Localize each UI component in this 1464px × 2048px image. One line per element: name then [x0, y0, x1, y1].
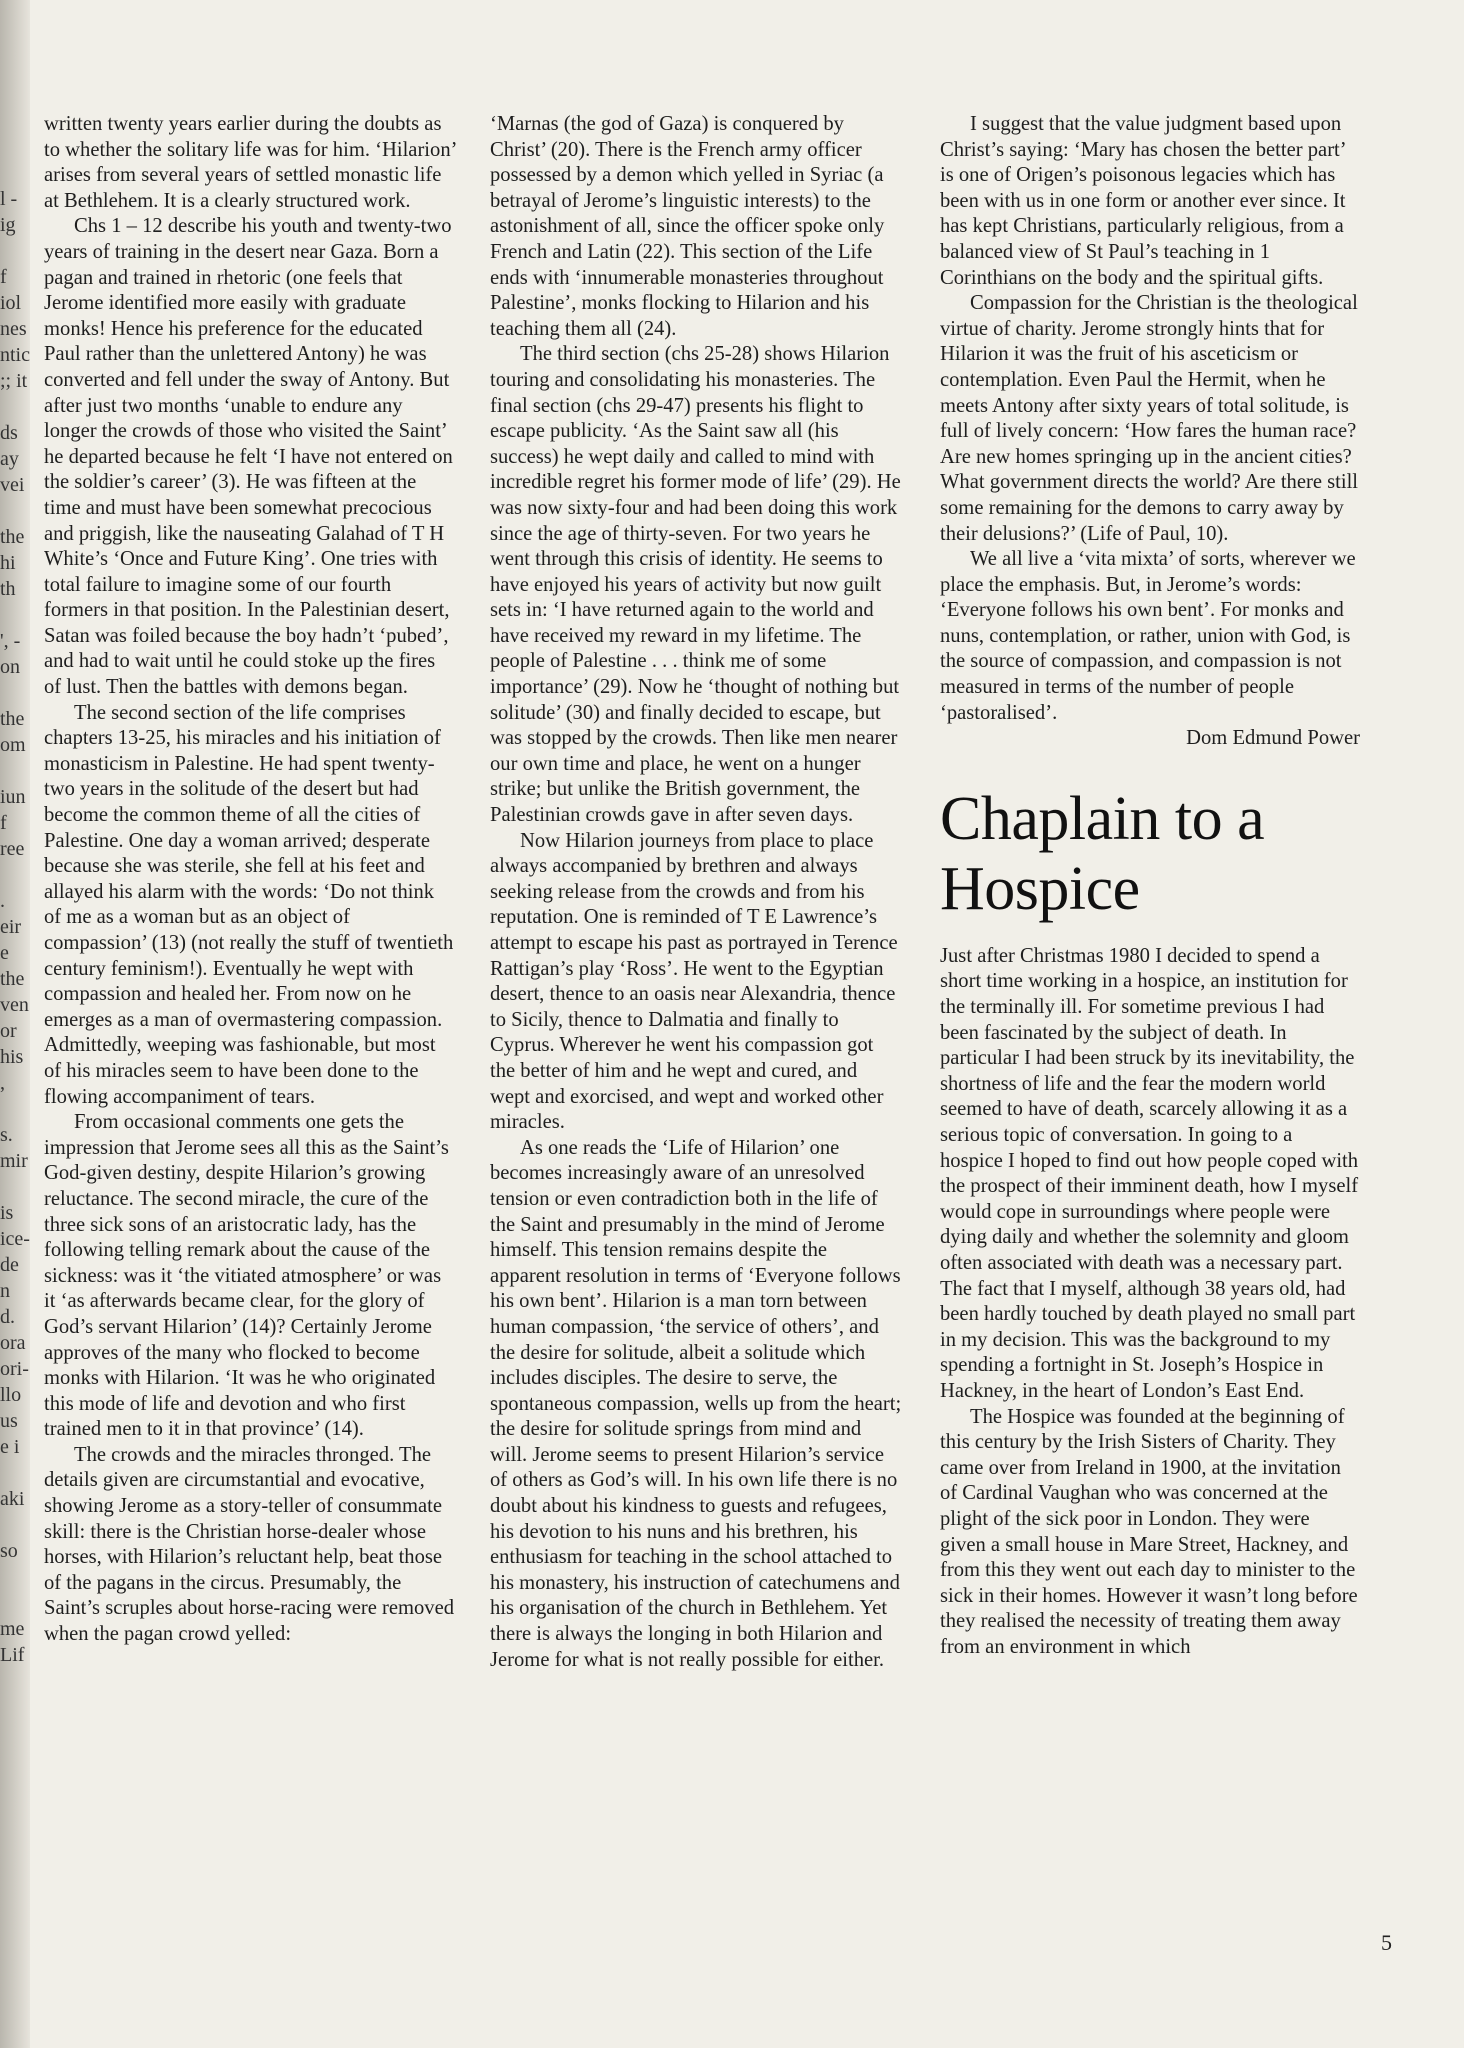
paragraph: The third section (chs 25-28) shows Hilarion touring and consolidating his monasteries. The final section (chs 29-47) presents his flight to escape publicity. ‘As the Saint saw all (his success) he wept daily and called to mind with incredible regret his former mode of life’ (29). He was now sixty-four and had been doing this work since the age of thirty-seven. For two years he went through this crisis of identity. He seems to have enjoyed his years of activity but now guilt sets in: ‘I have returned again to the world and have received my reward in my lifetime. The people of Palestine . . . think me of some importance’ (29). Now he ‘thought of nothing but solitude’ (30) and finally decided to escape, but was stopped by the crowds. Then like men nearer our own time and place, he went on a hunger strike; but unlike the British government, the Palestinian crowds gave in after seven days. [490, 343, 901, 827]
page-number: 5 [1381, 1930, 1392, 1955]
paragraph: We all live a ‘vita mixta’ of sorts, wherever we place the emphasis. But, in Jerome’s words: ‘Everyone follows his own bent’. For monks and nuns, contemplation, or rather, union with God, is the source of compassion, and compassion is not measured in terms of the number of people ‘pastoralised’. [940, 548, 1356, 724]
paragraph: I suggest that the value judgment based upon Christ’s saying: ‘Mary has chosen the better part’ is one of Origen’s poisonous legacies which has been with us in one form or another ever since. It has kept Christians, particularly religious, from a balanced view of St Paul’s teaching in 1 Corinthians on the body and the spiritual gifts. [940, 113, 1346, 289]
paragraph: The Hospice was founded at the beginning of this century by the Irish Sisters of Charity. They came over from Ireland in 1900, at the invitation of Cardinal Vaughan who was concerned at the plight of the sick poor in London. They were given a small house in Mare Street, Hackney, and from this they went out each day to minister to the sick in their homes. However it wasn’t long before they realised the necessity of treating them away from an environment in which [940, 1405, 1358, 1658]
column-3 [940, 112, 1360, 1660]
paragraph: As one reads the ‘Life of Hilarion’ one becomes increasingly aware of an unresolved tension or even contradiction both in the life of the Saint and presumably in the mind of Jerome himself. This tension remains despite the apparent resolution in terms of ‘Everyone follows his own bent’. Hilarion is a man torn between human compassion, ‘the service of others’, and the desire for solitude, albeit a solitude which includes disciples. The desire to serve, the spontaneous compassion, wells up from the heart; the desire for solitude springs from mind and will. Jerome seems to present Hilarion’s service of others as God’s will. In his own life there is no doubt about his kindness to guests and refugees, his devotion to his nuns and his brethren, his enthusiasm for teaching in the school attached to his monastery, his instruction of catechumens and his organisation of the church in Bethlehem. Yet there is always the longing in both Hilarion and Jerome for what is not really possible for either. [490, 1136, 902, 1671]
paragraph: Compassion for the Christian is the theological virtue of charity. Jerome strongly hints that for Hilarion it was the fruit of his asceticism or contemplation. Even Paul the Hermit, when he meets Antony after sixty years of total solitude, is full of lively concern: ‘How fares the human race? Are new homes springing up in the ancient cities? What government directs the world? Are there still some remaining for the demons to carry away by their delusions?’ (Life of Paul, 10). [940, 292, 1359, 545]
author-signature: Dom Edmund Power [1186, 727, 1360, 750]
column-1 [44, 112, 456, 1648]
paragraph: The second section of the life comprises chapters 13-25, his miracles and his initiation of monasticism in Palestine. He had spent twenty-two years in the solitude of the desert but had become the common theme of all the cities of Palestine. One day a woman arrived; desperate because she was sterile, she fell at his feet and allayed his alarm with the words: ‘Do not think of me as a woman but as an object of compassion’ (13) (not really the stuff of twentieth century feminism!). Eventually he wept with compassion and healed her. From now on he emerges as a man of overmastering compassion. Admittedly, weeping was fashionable, but most of his miracles seem to have been done to the flowing accompaniment of tears. [44, 701, 454, 1108]
paragraph: Now Hilarion journeys from place to place always accompanied by brethren and always seeking release from the crowds and from his reputation. One is reminded of T E Lawrence’s attempt to escape his past as portrayed in Terence Rattigan’s play ‘Ross’. He went to the Egyptian desert, thence to an oasis near Alexandria, thence to Sicily, thence to Dalmatia and finally to Cyprus. Wherever he went his compassion got the better of him and he wept and cured, and wept and exorcised, and wept and worked other miracles. [490, 829, 898, 1134]
paragraph: From occasional comments one gets the impression that Jerome sees all this as the Saint’s God-given destiny, despite Hilarion’s growing reluctance. The second miracle, the cure of the three sick sons of an aristocratic lady, has the following telling remark about the cause of the sickness: was it ‘the vitiated atmosphere’ or was it ‘as afterwards became clear, for the glory of God’s servant Hilarion’ (14)? Certainly Jerome approves of the many who flocked to become monks with Hilarion. ‘It was he who originated this mode of life and devotion and who first trained men to it in that province’ (14). [44, 1111, 449, 1441]
paragraph: The crowds and the miracles thronged. The details given are circumstantial and evocative, showing Jerome as a story-teller of consummate skill: there is the Christian horse-dealer whose horses, with Hilarion’s reluctant help, beat those of the pagans in the circus. Presumably, the Saint’s scruples about horse-racing were removed when the pagan crowd yelled: [44, 1443, 455, 1646]
column-2 [490, 112, 902, 1673]
paragraph: Just after Christmas 1980 I decided to spend a short time working in a hospice, an institution for the terminally ill. For sometime previous I had been fascinated by the subject of death. In particular I had been struck by its inevitability, the shortness of life and the fear the modern world seemed to have of death, scarcely allowing it as a serious topic of conversation. In going to a hospice I hoped to find out how people coped with the prospect of their imminent death, how I myself would cope in surroundings where people were dying daily and whether the solemnity and gloom often associated with death was a necessary part. The fact that I myself, although 38 years old, had been hardly touched by death played no small part in my decision. This was the background to my spending a fortnight in St. Joseph’s Hospice in Hackney, in the heart of London’s East End. [940, 944, 1359, 1402]
paragraph: ‘Marnas (the god of Gaza) is conquered by Christ’ (20). There is the French army officer possessed by a demon which yelled in Syriac (a betrayal of Jerome’s linguistic interests) to the astonishment of all, since the officer spoke only French and Latin (22). This section of the Life ends with ‘innumerable monasteries throughout Palestine’, monks flocking to Hilarion and his teaching them all (24). [490, 113, 885, 340]
paragraph: Chs 1 – 12 describe his youth and twenty-two years of training in the desert near Gaza. Born a pagan and trained in rhetoric (one feels that Jerome identified more easily with graduate monks! Hence his preference for the educated Paul rather than the unlettered Antony) he was converted and fell under the sway of Antony. But after just two months ‘unable to endure any longer the crowds of those who visited the Saint’ he departed because he felt ‘I have not entered on the soldier’s career’ (3). He was fifteen at the time and must have been somewhat precocious and priggish, like the nauseating Galahad of T H White’s ‘Once and Future King’. One tries with total failure to imagine some of our fourth formers in that position. In the Palestinian desert, Satan was foiled because the boy hadn’t ‘pubed’, and had to wait until he could stoke up the fires of lust. Then the battles with demons began. [44, 215, 453, 699]
previous-page-edge-text: l - ig f iol nes ntic ;; it ds ay vei the hi th ', - on the om iun f ree . eir e the ven or his , s. mir is ice- de n d. ora ori- llo us e i aki so me Lif [0, 188, 30, 1666]
paragraph: written twenty years earlier during the doubts as to whether the solitary life was for him. ‘Hilarion’ arises from several years of settled monastic life at Bethlehem. It is a clearly structured work. [44, 113, 456, 212]
article-headline: Chaplain to a Hospice [940, 784, 1265, 923]
